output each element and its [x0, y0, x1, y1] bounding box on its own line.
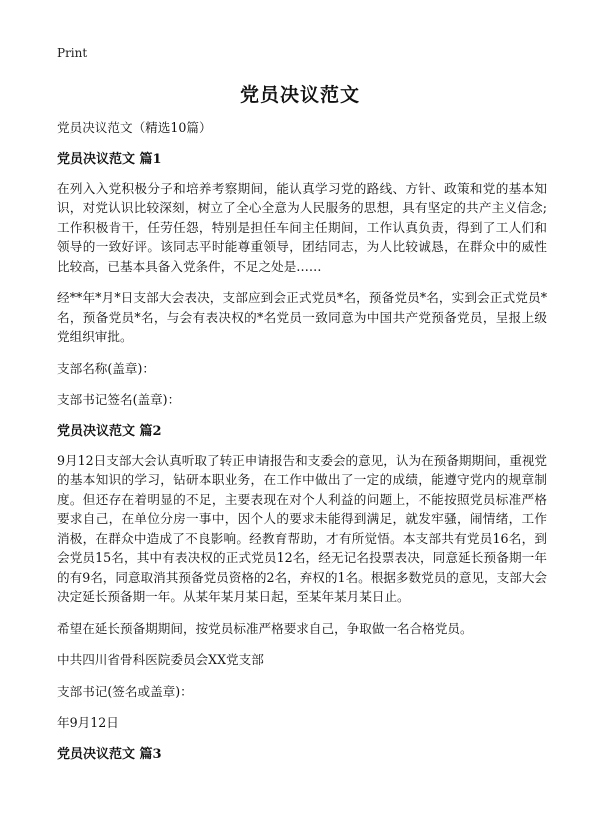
section-heading-1: 党员决议范文 篇1 — [57, 151, 162, 167]
document-subtitle: 党员决议范文（精选10篇） — [57, 120, 212, 135]
branch-secretary-signature-line: 支部书记签名(盖章)： — [57, 392, 181, 407]
document-title: 党员决议范文 — [239, 84, 360, 106]
section-heading-2: 党员决议范文 篇2 — [57, 423, 162, 439]
section-2-paragraph-1: 9月12日支部大会认真听取了转正申请报告和支委会的意见，认为在预备期期间，重视党的基本知识的学习，钻研本职业务，在工作中做出了一定的成绩，能遵守党内的规章制度。但还存在着明显的不足，主要表现在对个人利益的问题上，不能按照党员标准严格要求自己，在单位分房一事中，因个人的要求未能得到满足，就发牢骚，闹情绪，工作消极，在群众中造成了不良影响。经教育帮助，才有所觉悟。本支部共有党员16名，到会党员15名，其中有表决权的正式党员12名，经无记名投票表决，同意延长预备期一年的有9名，同意取消其预备党员资格的2名，弃权的1名。根据多数党员的意见，支部大会决定延长预备期一年。从某年某月某日起，至某年某月某日止。 — [57, 452, 548, 604]
print-link[interactable]: Print — [57, 46, 88, 60]
resolution-date: 年9月12日 — [57, 715, 119, 730]
secretary-signature-line: 支部书记(签名或盖章)： — [57, 683, 193, 699]
section-2-paragraph-2: 希望在延长预备期期间，按党员标准严格要求自己，争取做一名合格党员。 — [57, 620, 473, 636]
branch-name-line: 支部名称(盖章)： — [57, 360, 155, 376]
document-body — [57, 118, 547, 774]
section-heading-3: 党员决议范文 篇3 — [57, 746, 162, 762]
section-1-paragraph-2: 经**年*月*日支部大会表决，支部应到会正式党员*名，预备党员*名，实到会正式党员*名，预备党员*名，与会有表决权的*名党员一致同意为中国共产党预备党员，呈报上级党组织审批。 — [57, 290, 547, 344]
section-1-paragraph-1: 在列入入党积极分子和培养考察期间，能认真学习党的路线、方针、政策和党的基本知识，对党认识比较深刻，树立了全心全意为人民服务的思想，具有坚定的共产主义信念;工作积极肯干，任劳任怨，特别是担任车间主任期间，工作认真负责，得到了工人们和领导的一致好评。该同志平时能尊重领导，团结同志，为人比较诚恳，在群众中的威性比较高，已基本具备入党条件，不足之处是…… — [57, 180, 547, 274]
party-branch-name: 中共四川省骨科医院委员会XX党支部 — [57, 652, 264, 667]
